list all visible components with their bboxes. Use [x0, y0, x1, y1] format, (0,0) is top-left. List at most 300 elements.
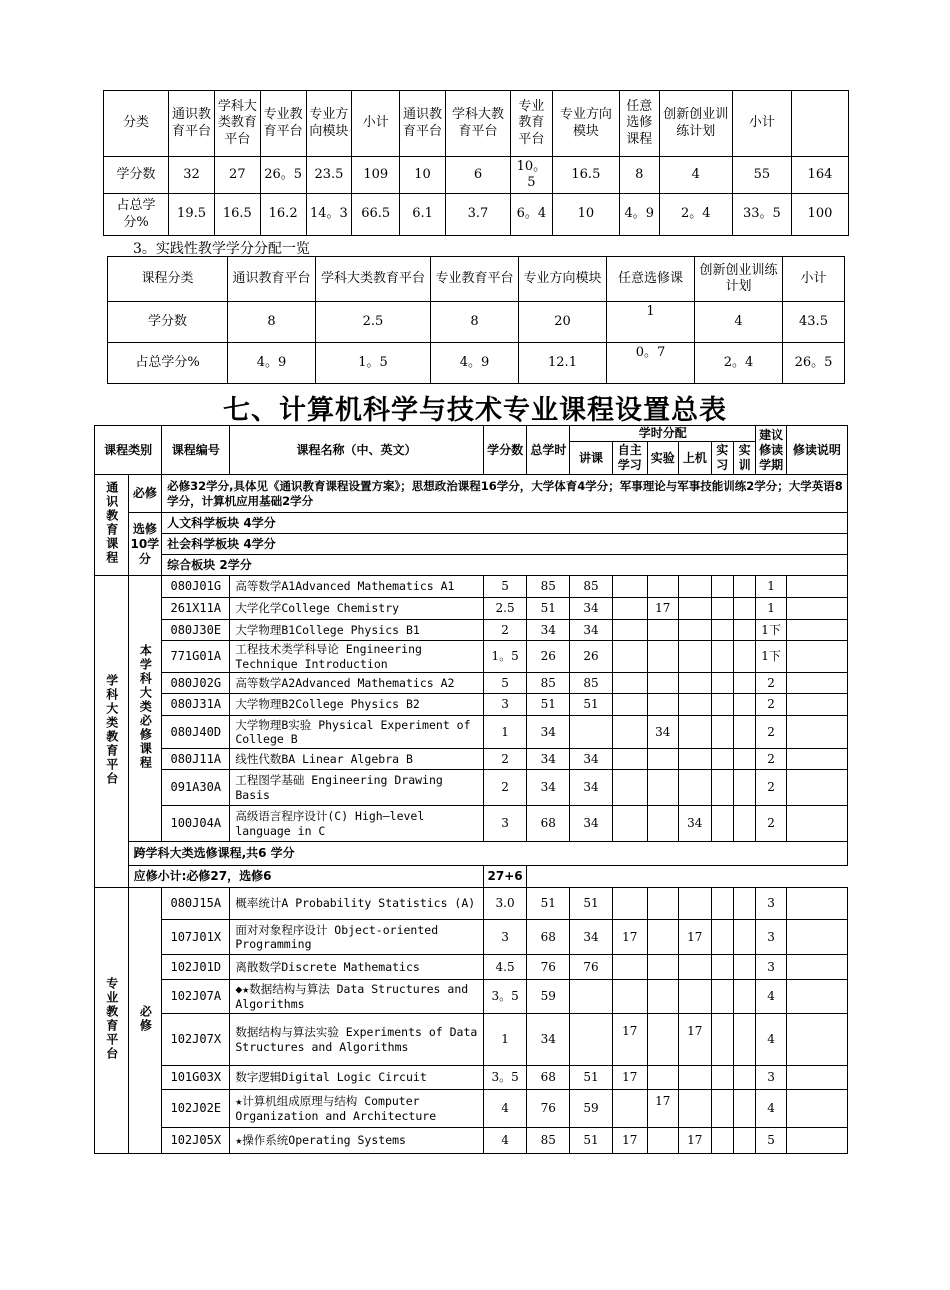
- course-training: [733, 1014, 755, 1066]
- header-cell: 学科大教育平台: [445, 91, 510, 157]
- discipline-sub-cell: [128, 576, 162, 842]
- course-lecture: [570, 980, 613, 1014]
- course-training: [733, 1128, 755, 1154]
- course-code: 080J40D: [162, 716, 230, 749]
- course-total-hours: 34: [527, 770, 570, 806]
- subtotal-label: 应修小计:必修27，选修6: [128, 866, 483, 888]
- course-training: [733, 620, 755, 641]
- course-name: 大学物理B2College Physics B2: [230, 694, 483, 716]
- table-row: [95, 1066, 848, 1090]
- course-term: 2: [756, 716, 787, 749]
- course-credits: 3.0: [483, 888, 527, 920]
- header-cell: 专业方向模块: [552, 91, 619, 157]
- header-practice: 实习: [711, 442, 733, 475]
- course-self-study: [612, 806, 647, 842]
- course-practice: [711, 1066, 733, 1090]
- header-cell: 专业教育平台: [511, 91, 553, 157]
- course-code: 080J30E: [162, 620, 230, 641]
- course-term: 4: [756, 1014, 787, 1066]
- elective-module: 综合板块 2学分: [162, 555, 848, 576]
- table-row: [95, 694, 848, 716]
- course-self-study: 17: [612, 1128, 647, 1154]
- course-lecture: 51: [570, 888, 613, 920]
- course-credits: 2.5: [483, 598, 527, 620]
- course-code: 102J07X: [162, 1014, 230, 1066]
- header-cell: 任意选修课: [607, 257, 695, 302]
- curriculum-table: [94, 425, 848, 1154]
- course-total-hours: 76: [527, 955, 570, 980]
- header-cell: 小计: [732, 91, 791, 157]
- course-training: [733, 1066, 755, 1090]
- header-hours-group: 学时分配: [570, 426, 756, 442]
- cell: 32: [169, 157, 215, 194]
- course-note: [786, 694, 847, 716]
- course-practice: [711, 620, 733, 641]
- course-practice: [711, 1128, 733, 1154]
- cell: 33。5: [732, 194, 791, 236]
- course-credits: 3。5: [483, 1066, 527, 1090]
- table-row: [104, 157, 849, 194]
- course-practice: [711, 598, 733, 620]
- header-experiment: 实验: [647, 442, 679, 475]
- header-cell: 分类: [104, 91, 169, 157]
- header-cell: 小计: [352, 91, 400, 157]
- course-code: 102J05X: [162, 1128, 230, 1154]
- general-platform-cell: [95, 475, 129, 576]
- header-cell: 创新创业训练计划: [659, 91, 732, 157]
- course-total-hours: 51: [527, 598, 570, 620]
- cell: 2。4: [659, 194, 732, 236]
- course-note: [786, 920, 847, 955]
- cell: 109: [352, 157, 400, 194]
- course-term: 2: [756, 673, 787, 694]
- table-row: [95, 1090, 848, 1128]
- course-self-study: [612, 888, 647, 920]
- cell: 16.2: [260, 194, 306, 236]
- cell: 27: [214, 157, 260, 194]
- course-computer: [679, 955, 712, 980]
- cell: 3.7: [445, 194, 510, 236]
- course-self-study: [612, 598, 647, 620]
- platform-label: 通识教育课程: [104, 481, 119, 565]
- cell: 1。5: [316, 343, 431, 384]
- course-name: 大学物理B1College Physics B1: [230, 620, 483, 641]
- course-experiment: [647, 806, 679, 842]
- course-name: ★计算机组成原理与结构 Computer Organization and Architecture: [230, 1090, 483, 1128]
- course-training: [733, 980, 755, 1014]
- course-code: 107J01X: [162, 920, 230, 955]
- cell: 10。5: [511, 157, 553, 194]
- table-row: [95, 513, 848, 534]
- course-term: 4: [756, 980, 787, 1014]
- course-experiment: [647, 770, 679, 806]
- course-experiment: [647, 694, 679, 716]
- course-name: 工程技术类学科导论 Engineering Technique Introduction: [230, 641, 483, 673]
- cell: 10: [552, 194, 619, 236]
- course-total-hours: 85: [527, 576, 570, 598]
- course-experiment: [647, 888, 679, 920]
- cell: 8: [431, 302, 519, 343]
- course-lecture: 34: [570, 749, 613, 770]
- course-code: 101G03X: [162, 1066, 230, 1090]
- course-lecture: 34: [570, 770, 613, 806]
- course-code: 080J11A: [162, 749, 230, 770]
- course-computer: [679, 694, 712, 716]
- table2-header-row: [108, 257, 845, 302]
- course-training: [733, 955, 755, 980]
- table-row: [95, 980, 848, 1014]
- table-row: [95, 598, 848, 620]
- cell: 23.5: [306, 157, 352, 194]
- course-name: 高等数学A1Advanced Mathematics A1: [230, 576, 483, 598]
- course-note: [786, 1128, 847, 1154]
- course-self-study: [612, 770, 647, 806]
- course-note: [786, 749, 847, 770]
- cell: 164: [791, 157, 848, 194]
- course-term: 4: [756, 1090, 787, 1128]
- row-label: 学分数: [108, 302, 228, 343]
- cell: 16.5: [214, 194, 260, 236]
- header-cell: 课程分类: [108, 257, 228, 302]
- course-practice: [711, 749, 733, 770]
- course-credits: 3: [483, 806, 527, 842]
- cell: 4。9: [228, 343, 316, 384]
- course-experiment: [647, 673, 679, 694]
- cell: 4: [695, 302, 783, 343]
- header-cell: 通识教育平台: [400, 91, 446, 157]
- course-experiment: [647, 1128, 679, 1154]
- practice-credit-table: [107, 256, 845, 384]
- course-lecture: 51: [570, 1066, 613, 1090]
- course-credits: 1。5: [483, 641, 527, 673]
- course-term: 1下: [756, 620, 787, 641]
- cell: 20: [519, 302, 607, 343]
- course-name: 工程图学基础 Engineering Drawing Basis: [230, 770, 483, 806]
- course-practice: [711, 673, 733, 694]
- course-term: 1: [756, 598, 787, 620]
- course-experiment: 17: [647, 598, 679, 620]
- course-practice: [711, 955, 733, 980]
- course-training: [733, 806, 755, 842]
- course-computer: [679, 673, 712, 694]
- course-practice: [711, 888, 733, 920]
- course-practice: [711, 716, 733, 749]
- course-practice: [711, 770, 733, 806]
- cell: 4。9: [619, 194, 659, 236]
- course-experiment: [647, 620, 679, 641]
- course-credits: 1: [483, 716, 527, 749]
- table-row: [95, 806, 848, 842]
- header-computer: 上机: [679, 442, 712, 475]
- course-total-hours: 59: [527, 980, 570, 1014]
- table-row: [95, 555, 848, 576]
- header-credits: 学分数: [483, 426, 527, 475]
- course-code: 080J02G: [162, 673, 230, 694]
- header-cell: 学科大类教育平台: [316, 257, 431, 302]
- table-row: [108, 343, 845, 384]
- course-training: [733, 1090, 755, 1128]
- course-training: [733, 576, 755, 598]
- cell: 66.5: [352, 194, 400, 236]
- course-computer: [679, 980, 712, 1014]
- course-total-hours: 68: [527, 1066, 570, 1090]
- course-note: [786, 673, 847, 694]
- course-code: 102J01D: [162, 955, 230, 980]
- course-name: 离散数学Discrete Mathematics: [230, 955, 483, 980]
- course-lecture: 51: [570, 1128, 613, 1154]
- cell: 4。9: [431, 343, 519, 384]
- header-cell: 小计: [783, 257, 845, 302]
- required-label: 必修: [128, 475, 162, 513]
- course-total-hours: 76: [527, 1090, 570, 1128]
- course-term: 1下: [756, 641, 787, 673]
- header-cell: 学科大类教育平台: [214, 91, 260, 157]
- course-self-study: [612, 673, 647, 694]
- course-code: 771G01A: [162, 641, 230, 673]
- row-label: 占总学分%: [104, 194, 169, 236]
- cell: 2.5: [316, 302, 431, 343]
- header-total-hours: 总学时: [527, 426, 570, 475]
- course-lecture: 26: [570, 641, 613, 673]
- course-note: [786, 620, 847, 641]
- table-row: [95, 673, 848, 694]
- section-heading: 3。实践性教学学分分配一览: [133, 241, 310, 257]
- course-experiment: [647, 920, 679, 955]
- cell: 1: [607, 302, 695, 343]
- header-training: 实训: [733, 442, 755, 475]
- header-cell: 专业方向模块: [306, 91, 352, 157]
- cell: 2。4: [695, 343, 783, 384]
- course-self-study: [612, 694, 647, 716]
- course-term: 3: [756, 888, 787, 920]
- course-code: 080J01G: [162, 576, 230, 598]
- course-total-hours: 26: [527, 641, 570, 673]
- course-credits: 1: [483, 1014, 527, 1066]
- course-computer: 17: [679, 920, 712, 955]
- platform-label: 学科大类教育平台: [104, 673, 119, 786]
- table-row: [95, 576, 848, 598]
- course-self-study: [612, 955, 647, 980]
- course-computer: [679, 1066, 712, 1090]
- course-note: [786, 955, 847, 980]
- course-experiment: [647, 980, 679, 1014]
- empty-cell: [527, 866, 848, 888]
- course-total-hours: 34: [527, 716, 570, 749]
- course-self-study: [612, 641, 647, 673]
- course-experiment: 34: [647, 716, 679, 749]
- course-experiment: [647, 749, 679, 770]
- course-practice: [711, 806, 733, 842]
- table-row: [95, 920, 848, 955]
- course-note: [786, 770, 847, 806]
- course-code: 091A30A: [162, 770, 230, 806]
- course-note: [786, 1014, 847, 1066]
- course-computer: [679, 749, 712, 770]
- table-row: [95, 866, 848, 888]
- course-total-hours: 34: [527, 620, 570, 641]
- sub-category-label: 必修: [138, 1004, 153, 1033]
- credit-distribution-table: [103, 90, 849, 236]
- course-name: 线性代数BA Linear Algebra B: [230, 749, 483, 770]
- header-note: 修读说明: [786, 426, 847, 475]
- course-experiment: [647, 1014, 679, 1066]
- course-lecture: [570, 1014, 613, 1066]
- course-name: 高级语言程序设计(C) High—level language in C: [230, 806, 483, 842]
- course-note: [786, 980, 847, 1014]
- header-cell: 专业方向模块: [519, 257, 607, 302]
- cell: 0。7: [607, 343, 695, 384]
- course-note: [786, 641, 847, 673]
- course-training: [733, 920, 755, 955]
- table-row: [95, 955, 848, 980]
- row-label: 学分数: [104, 157, 169, 194]
- cell: 26。5: [783, 343, 845, 384]
- course-training: [733, 749, 755, 770]
- course-lecture: 85: [570, 576, 613, 598]
- table-row: [95, 641, 848, 673]
- course-credits: 3。5: [483, 980, 527, 1014]
- elective-label: 选修10学分: [128, 513, 162, 576]
- course-code: 102J02E: [162, 1090, 230, 1128]
- course-training: [733, 770, 755, 806]
- course-self-study: [612, 576, 647, 598]
- elective-module: 社会科学板块 4学分: [162, 534, 848, 555]
- course-credits: 5: [483, 673, 527, 694]
- course-total-hours: 34: [527, 749, 570, 770]
- course-credits: 4: [483, 1128, 527, 1154]
- header-name: 课程名称（中、英文）: [230, 426, 483, 475]
- course-lecture: 34: [570, 598, 613, 620]
- course-practice: [711, 641, 733, 673]
- header-cell: 通识教育平台: [228, 257, 316, 302]
- course-term: 2: [756, 806, 787, 842]
- header-cell: 任意选修课程: [619, 91, 659, 157]
- course-credits: 2: [483, 770, 527, 806]
- table1-header-row: [104, 91, 849, 157]
- course-note: [786, 888, 847, 920]
- course-lecture: 34: [570, 620, 613, 641]
- course-computer: [679, 716, 712, 749]
- course-name: 概率统计A Probability Statistics (A): [230, 888, 483, 920]
- header-lecture: 讲课: [570, 442, 613, 475]
- header-term: 建议修读学期: [756, 426, 787, 475]
- course-total-hours: 85: [527, 673, 570, 694]
- course-code: 102J07A: [162, 980, 230, 1014]
- header-category: 课程类别: [95, 426, 162, 475]
- course-computer: [679, 888, 712, 920]
- course-code: 080J15A: [162, 888, 230, 920]
- course-code: 261X11A: [162, 598, 230, 620]
- major-sub-cell: [128, 888, 162, 1154]
- cell: 12.1: [519, 343, 607, 384]
- course-credits: 4: [483, 1090, 527, 1128]
- table-row: [95, 888, 848, 920]
- table-row: [95, 620, 848, 641]
- course-computer: [679, 770, 712, 806]
- course-credits: 4.5: [483, 955, 527, 980]
- cell: 6.1: [400, 194, 446, 236]
- course-computer: [679, 576, 712, 598]
- cell: 19.5: [169, 194, 215, 236]
- course-note: [786, 576, 847, 598]
- course-experiment: [647, 576, 679, 598]
- header-code: 课程编号: [162, 426, 230, 475]
- course-practice: [711, 1014, 733, 1066]
- course-training: [733, 716, 755, 749]
- course-computer: [679, 1090, 712, 1128]
- course-training: [733, 641, 755, 673]
- course-code: 100J04A: [162, 806, 230, 842]
- course-term: 3: [756, 1066, 787, 1090]
- table-row: [104, 194, 849, 236]
- course-lecture: 85: [570, 673, 613, 694]
- course-experiment: 17: [647, 1090, 679, 1128]
- course-term: 3: [756, 920, 787, 955]
- table-row: [95, 842, 848, 866]
- cell: 26。5: [260, 157, 306, 194]
- course-credits: 2: [483, 620, 527, 641]
- course-self-study: 17: [612, 920, 647, 955]
- table-row: [95, 716, 848, 749]
- course-term: 2: [756, 694, 787, 716]
- table-row: [95, 770, 848, 806]
- cell: 55: [732, 157, 791, 194]
- course-practice: [711, 920, 733, 955]
- course-experiment: [647, 641, 679, 673]
- table-row: [95, 534, 848, 555]
- course-self-study: [612, 749, 647, 770]
- course-computer: [679, 641, 712, 673]
- course-computer: [679, 598, 712, 620]
- course-computer: 17: [679, 1014, 712, 1066]
- course-training: [733, 598, 755, 620]
- cross-elective-row: 跨学科大类选修课程,共6 学分: [128, 842, 847, 866]
- course-lecture: [570, 716, 613, 749]
- cell: 16.5: [552, 157, 619, 194]
- header-cell: 专业教育平台: [431, 257, 519, 302]
- course-practice: [711, 576, 733, 598]
- page-title: 七、计算机科学与技术专业课程设置总表: [223, 395, 727, 426]
- sub-category-label: 本学科大类必修课程: [138, 643, 153, 770]
- row-label: 占总学分%: [108, 343, 228, 384]
- course-training: [733, 888, 755, 920]
- table-row: [108, 302, 845, 343]
- course-note: [786, 1066, 847, 1090]
- course-term: 5: [756, 1128, 787, 1154]
- elective-module: 人文科学板块 4学分: [162, 513, 848, 534]
- cell: 43.5: [783, 302, 845, 343]
- course-practice: [711, 694, 733, 716]
- course-computer: 17: [679, 1128, 712, 1154]
- course-credits: 3: [483, 694, 527, 716]
- course-term: 1: [756, 576, 787, 598]
- course-total-hours: 68: [527, 806, 570, 842]
- course-self-study: 17: [612, 1014, 647, 1066]
- subtotal-credits: 27+6: [483, 866, 527, 888]
- course-self-study: [612, 620, 647, 641]
- course-self-study: [612, 1090, 647, 1128]
- course-name: ★操作系统Operating Systems: [230, 1128, 483, 1154]
- course-total-hours: 85: [527, 1128, 570, 1154]
- course-note: [786, 716, 847, 749]
- cell: 14。3: [306, 194, 352, 236]
- discipline-platform-cell: [95, 576, 129, 888]
- major-platform-cell: [95, 888, 129, 1154]
- course-self-study: [612, 980, 647, 1014]
- cell: 8: [228, 302, 316, 343]
- header-cell: 专业教育平台: [260, 91, 306, 157]
- course-note: [786, 1090, 847, 1128]
